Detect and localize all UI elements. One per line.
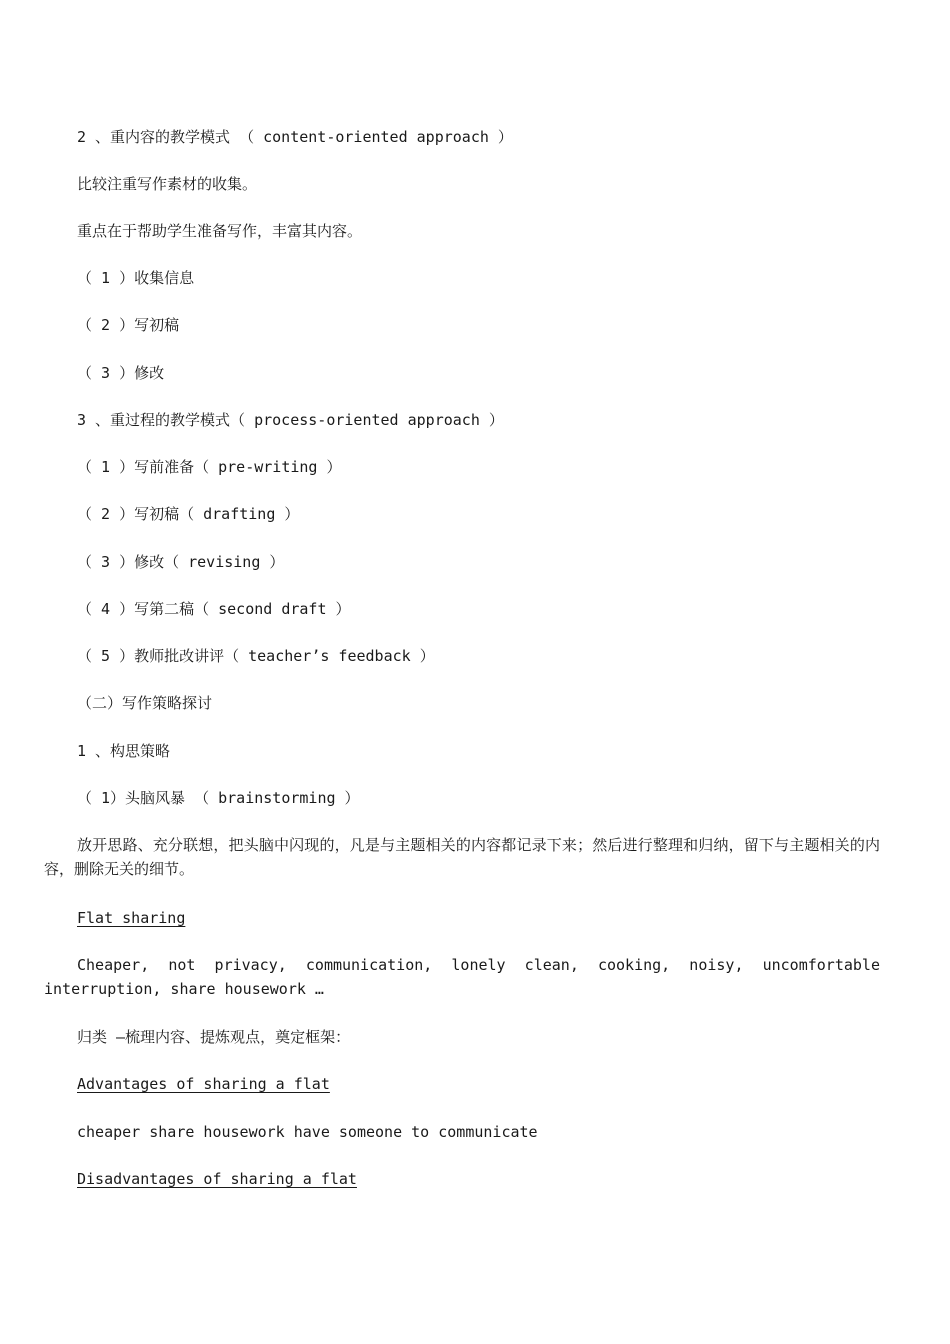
list-item: （ 1 ）收集信息 (77, 269, 195, 287)
text-line: 比较注重写作素材的收集。 (77, 175, 258, 193)
advantages-heading: Advantages of sharing a flat (77, 1075, 330, 1093)
list-item: （ 1 ）写前准备（ pre-writing ） (77, 458, 342, 476)
subsection-heading: 1 、构思策略 (77, 742, 171, 760)
paragraph-brainstorming: 放开思路、充分联想，把头脑中闪现的，凡是与主题相关的内容都记录下来；然后进行整理和归纳，留下与主题相关的内容，删除无关的细节。 (44, 836, 880, 878)
text-line: 归类 —梳理内容、提炼观点，奠定框架： (77, 1028, 351, 1046)
list-item: （ 5 ）教师批改讲评（ teacher’s feedback ） (77, 647, 435, 665)
list-item: （ 3 ）修改 (77, 364, 165, 382)
list-item: （ 3 ）修改（ revising ） (77, 553, 285, 571)
advantages-list: cheaper share housework have someone to communicate (77, 1123, 538, 1141)
list-item: （ 1）头脑风暴 （ brainstorming ） (77, 789, 360, 807)
list-item: （ 4 ）写第二稿（ second draft ） (77, 600, 351, 618)
heading-content-oriented-approach: 2 、重内容的教学模式 （ content-oriented approach ） (77, 128, 513, 146)
list-item: （ 2 ）写初稿（ drafting ） (77, 505, 300, 523)
text-line: 重点在于帮助学生准备写作，丰富其内容。 (77, 222, 363, 240)
section-heading: （二）写作策略探讨 (77, 694, 213, 712)
disadvantages-heading: Disadvantages of sharing a flat (77, 1170, 357, 1188)
list-item: （ 2 ）写初稿 (77, 316, 180, 334)
heading-process-oriented-approach: 3 、重过程的教学模式（ process-oriented approach ） (77, 411, 504, 429)
example-brainstorm-words: Cheaper, not privacy, communication, lonely clean, cooking, noisy, uncomfortable interruption, share housework … (44, 956, 880, 998)
example-topic-title: Flat sharing (77, 909, 186, 927)
